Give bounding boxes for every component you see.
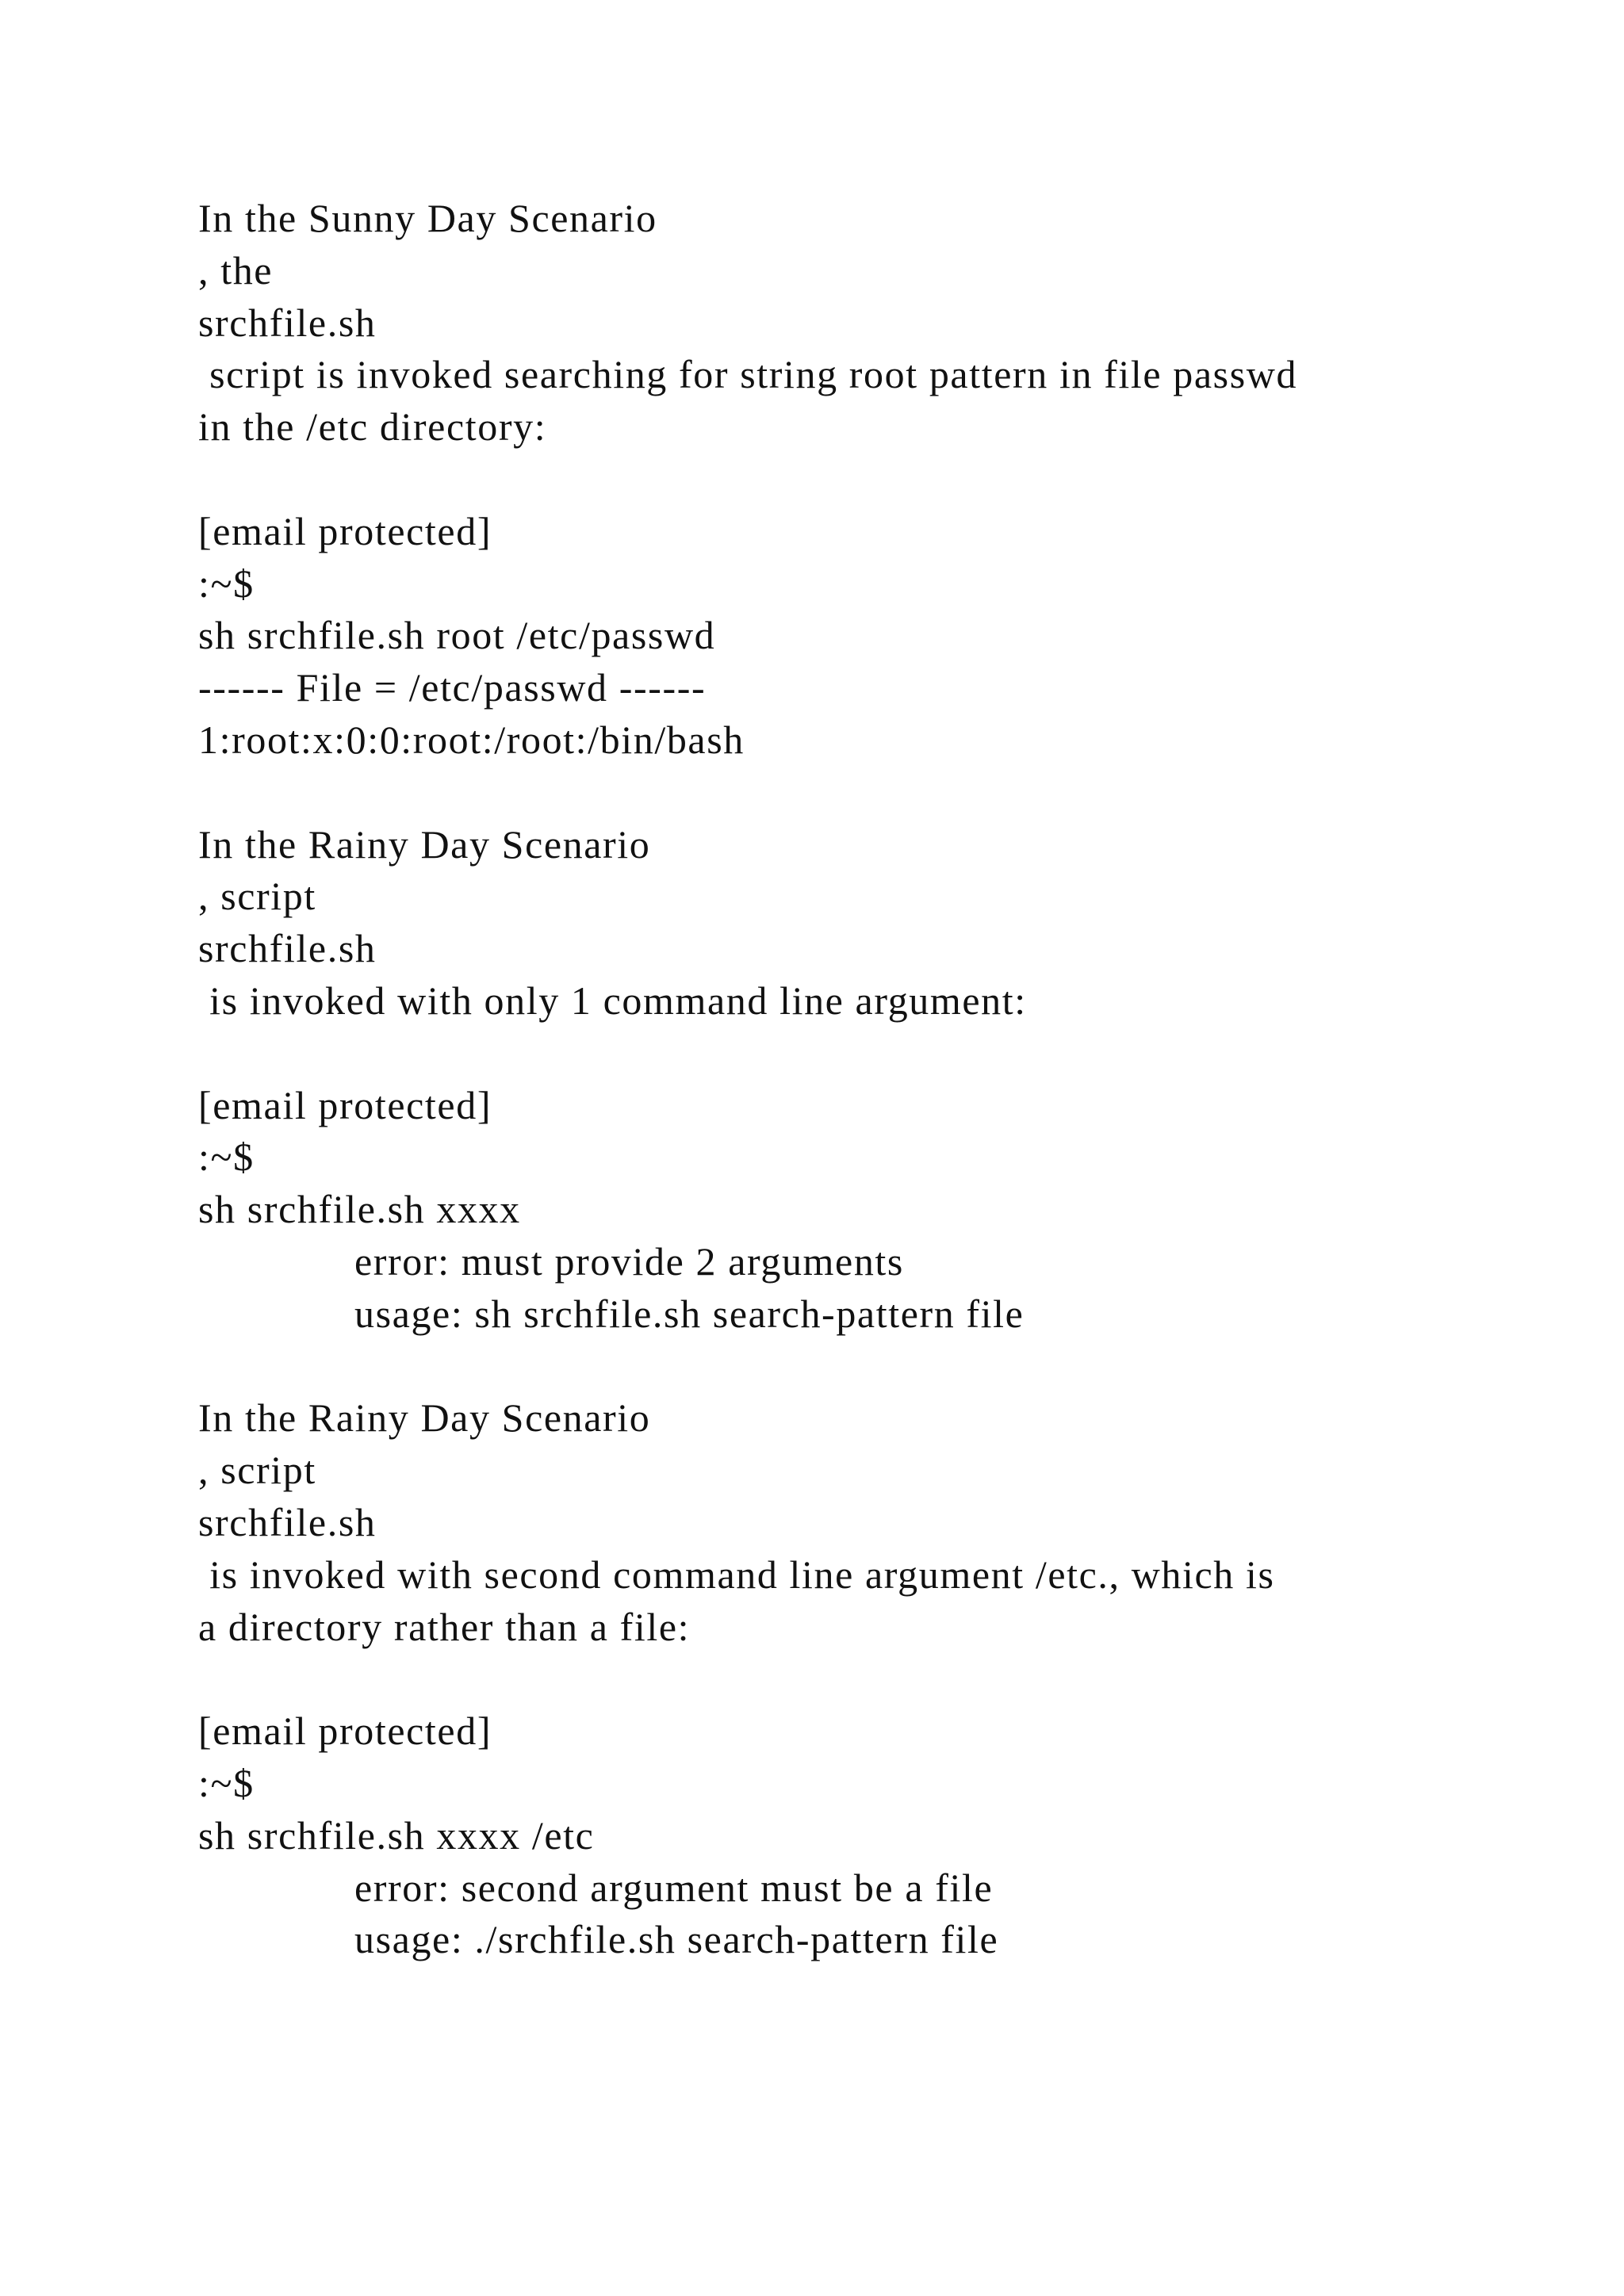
terminal-command: sh srchfile.sh xxxx (198, 1187, 521, 1232)
terminal-user: [email protected] (198, 508, 492, 553)
section-description-line: script is invoked searching for string root pattern in file passwd (198, 352, 1298, 397)
blank-line (198, 453, 1546, 506)
sunny-day-section (198, 193, 1546, 767)
section-heading-line: In the Sunny Day Scenario (198, 196, 657, 240)
terminal-prompt: :~$ (198, 1760, 255, 1805)
section-heading-line: , script (198, 874, 316, 919)
section-description-line: is invoked with only 1 command line argument: (198, 978, 1027, 1023)
section-description-line: a directory rather than a file: (198, 1604, 691, 1649)
section-heading-line: In the Rainy Day Scenario (198, 1395, 651, 1441)
section-description-line: in the /etc directory: (198, 404, 547, 450)
section-heading-line: , script (198, 1448, 316, 1493)
terminal-command: sh srchfile.sh xxxx /etc (198, 1812, 595, 1858)
terminal-user: [email protected] (198, 1082, 492, 1127)
terminal-usage-output: usage: ./srchfile.sh search-pattern file (354, 1917, 999, 1962)
blank-line (198, 1027, 1546, 1080)
blank-line (198, 767, 1546, 819)
section-heading-line: In the Rainy Day Scenario (198, 821, 651, 867)
terminal-error-output: error: second argument must be a file (354, 1865, 994, 1910)
terminal-user: [email protected] (198, 1709, 492, 1754)
section-heading-line: , the (198, 247, 274, 293)
rainy-day-section-one-argument (198, 819, 1546, 1341)
blank-line (198, 1341, 1546, 1393)
terminal-usage-output: usage: sh srchfile.sh search-pattern file (354, 1291, 1025, 1336)
terminal-output: ------ File = /etc/passwd ------ (198, 665, 707, 710)
script-name: srchfile.sh (198, 1499, 377, 1544)
terminal-error-output: error: must provide 2 arguments (354, 1238, 904, 1284)
terminal-prompt: :~$ (198, 1135, 255, 1180)
document-body (198, 193, 1546, 1966)
terminal-prompt: :~$ (198, 561, 255, 606)
script-name: srchfile.sh (198, 300, 377, 345)
terminal-output: 1:root:x:0:0:root:/root:/bin/bash (198, 717, 745, 762)
section-description-line: is invoked with second command line argument /etc., which is (198, 1552, 1275, 1597)
terminal-command: sh srchfile.sh root /etc/passwd (198, 613, 716, 658)
rainy-day-section-directory-argument (198, 1392, 1546, 1966)
script-name: srchfile.sh (198, 926, 377, 971)
blank-line (198, 1653, 1546, 1705)
